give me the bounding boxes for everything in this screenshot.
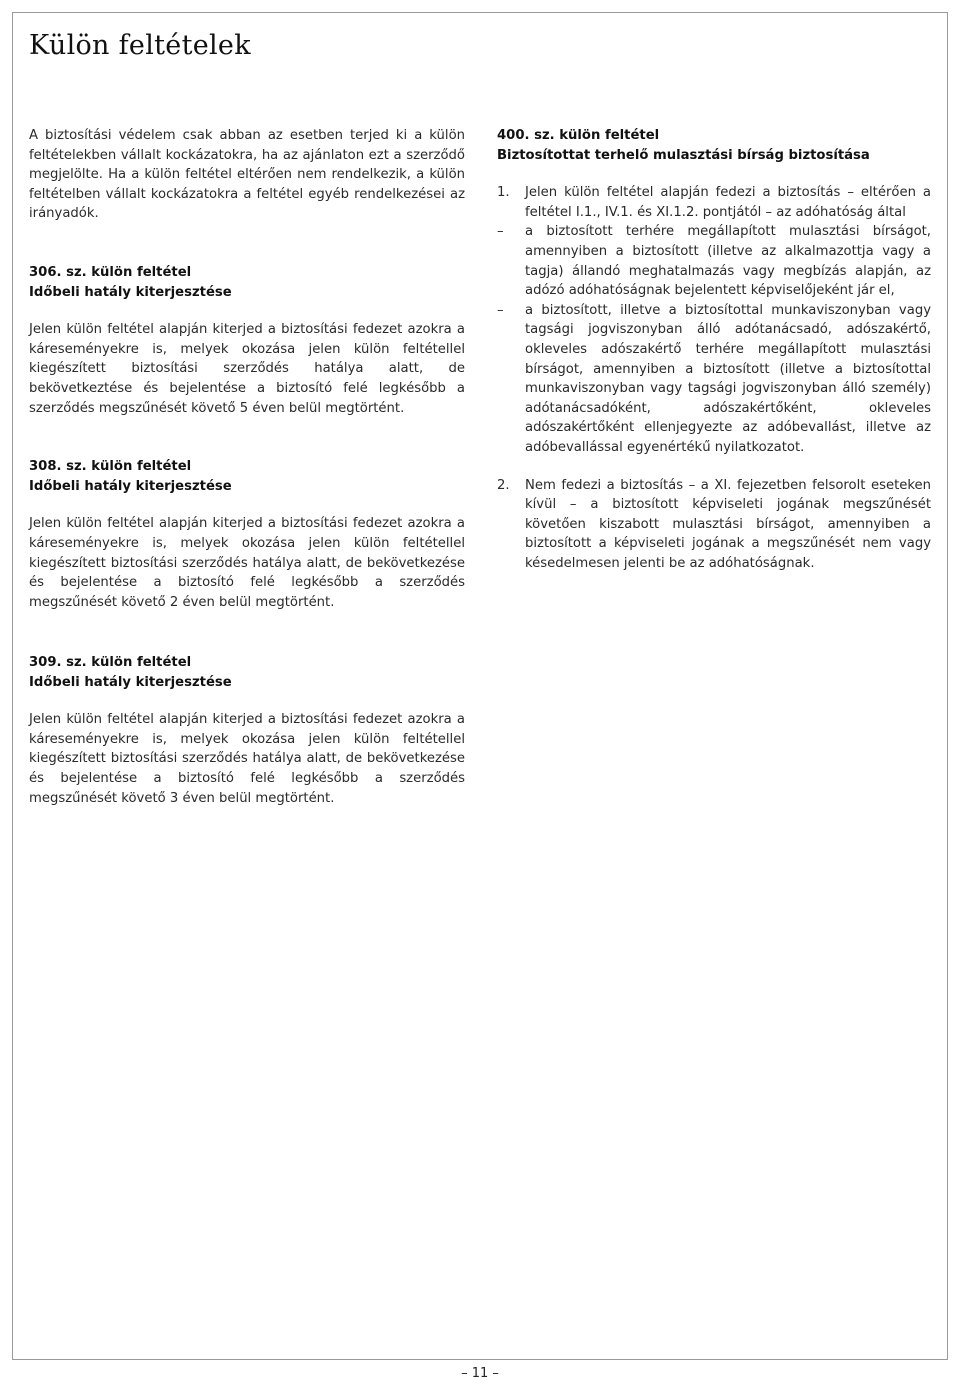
page-title: Külön feltételek <box>29 30 251 61</box>
section-308 <box>29 457 465 612</box>
section-number: 306. sz. külön feltétel <box>29 264 192 280</box>
item-text: Nem fedezi a biztosítás – a XI. fejezetben felsorolt eseteken kívül – a biztosított képviseleti jogának megszűnését követően kiszabott mulasztási bírságot, amennyiben a biztosított a képviseleti jogának a megszűnését nem vagy késedelmesen jelenti be az adóhatóságnak. <box>525 477 931 571</box>
list-item <box>497 476 931 574</box>
dash-mark: – <box>497 224 504 240</box>
dash-mark: – <box>497 302 504 318</box>
section-number: 308. sz. külön feltétel <box>29 459 192 475</box>
item-number: 1. <box>497 185 510 201</box>
section-body: Jelen külön feltétel alapján kiterjed a biztosítási fedezet azokra a káreseményekre is, melyek okozása jelen külön feltétellel kiegészített biztosítási szerződés hatálya alatt, de bekövetkezése és bejelentése a biztosító felé legkésőbb a szerződés megszűnését követő 2 éven belül megtörtént. <box>29 516 465 610</box>
item-number: 2. <box>497 477 510 493</box>
section-title: Időbeli hatály kiterjesztése <box>29 284 232 300</box>
dash-text: a biztosított, illetve a biztosítottal munkaviszonyban vagy tagsági jogviszonyban álló adótanácsadó, adószakértő, okleveles adószakértő terhére megállapított mulasztási bírságot, amennyiben a biztosított (illetve a biztosítottal munkaviszonyban vagy tagsági jogviszonyban álló személy) adótanácsadóként, adószakértőként, okleveles adószakértőként ellenjegyezte az adóbevallást, illetve az adóbevallással egyenértékű nyilatkozatot. <box>525 302 931 455</box>
item-text: Jelen külön feltétel alapján fedezi a biztosítás – eltérően a feltétel I.1., IV.1. és XI.1.2. pontjától – az adóhatóság által <box>525 185 931 220</box>
section-400-title: Biztosítottat terhelő mulasztási bírság biztosítása <box>497 147 870 163</box>
left-column <box>29 126 465 612</box>
intro-paragraph: A biztosítási védelem csak abban az esetben terjed ki a külön feltételekben vállalt kockázatokra, ha az ajánlaton ezt a szerződő megjelölte. Ha a külön feltétel eltérően nem rendelkezik, a külön feltételben vállalt kockázatokra a feltétel egyéb rendelkezései az irányadók. <box>29 128 465 222</box>
list-item <box>497 183 931 222</box>
section-306 <box>29 263 465 418</box>
dash-item <box>497 301 931 458</box>
page-number: – 11 – <box>461 1366 499 1381</box>
dash-item <box>497 222 931 300</box>
section-body: Jelen külön feltétel alapján kiterjed a biztosítási fedezet azokra a káreseményekre is, melyek okozása jelen külön feltétellel kiegészített biztosítási szerződés hatálya alatt, de bekövetkezése és bejelentése a biztosító felé legkésőbb a szerződés megszűnését követő 3 éven belül megtörtént. <box>29 712 465 806</box>
section-title: Időbeli hatály kiterjesztése <box>29 674 232 690</box>
section-309 <box>29 653 465 808</box>
section-number: 309. sz. külön feltétel <box>29 655 192 670</box>
section-title: Időbeli hatály kiterjesztése <box>29 478 232 494</box>
dash-text: a biztosított terhére megállapított mulasztási bírságot, amennyiben a biztosított (illetve az alkalmazottja vagy a tagja) állandó meghatalmazás vagy megbízás alapján, az adózó adóhatóságnak bejelentett képviselőjeként jár el, <box>525 224 931 299</box>
section-body: Jelen külön feltétel alapján kiterjed a biztosítási fedezet azokra a káreseményekre is, melyek okozása jelen külön feltétellel kiegészített biztosítási szerződés hatálya alatt, de bekövetkeztése és bejelentése a biztosító felé legkésőbb a szerződés megszűnését követő 5 éven belül megtörtént. <box>29 322 465 416</box>
right-column <box>497 126 931 573</box>
section-400-number: 400. sz. külön feltétel <box>497 128 660 143</box>
